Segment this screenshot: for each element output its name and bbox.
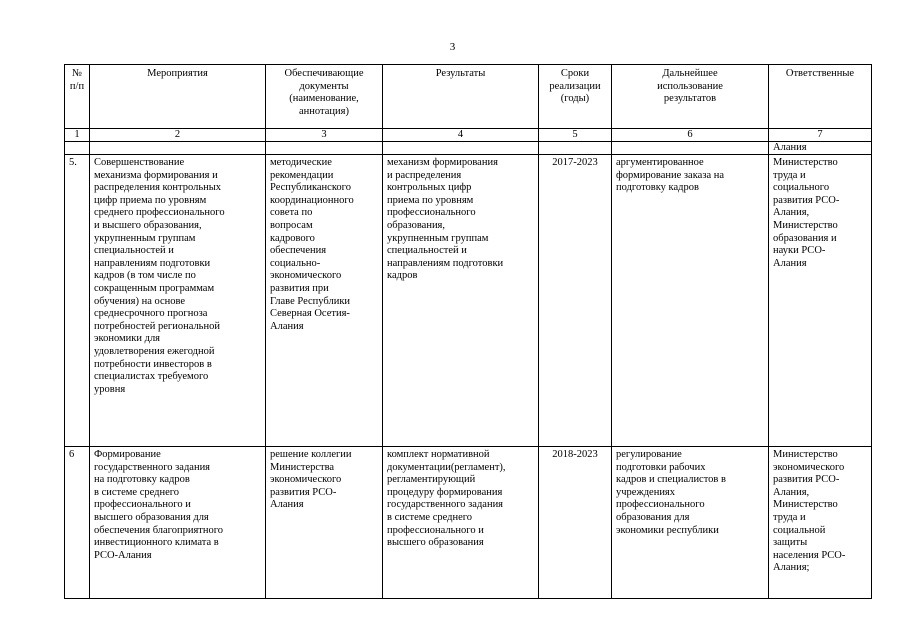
header-documents: Обеспечивающие документы (наименование, аннотация) [266,65,383,129]
column-number-row [65,129,872,142]
row-results: механизм формирования и распределения контрольных цифр приема по уровням профессионального образования, укрупненным группам специальностей и направлениям подготовки кадров [383,155,539,447]
column-number: 6 [612,129,769,142]
row-further-use: регулирование подготовки рабочих кадров и специалистов в учреждениях профессионального образования для экономики республики [612,447,769,599]
column-number: 4 [383,129,539,142]
row-further-use: аргументированное формирование заказа на подготовку кадров [612,155,769,447]
row-number: 6 [65,447,90,599]
header-terms: Сроки реализации (годы) [539,65,612,129]
row-results: комплект нормативной документации(регламент), регламентирующий процедуру формирования государственного задания в системе среднего профессионального и высшего образования [383,447,539,599]
empty-cell [65,142,90,155]
continuation-row [65,142,872,155]
continuation-text: Алания [769,142,872,155]
row-responsible: Министерство экономического развития РСО- Алания, Министерство труда и социальной защиты населения РСО- Алания; [769,447,872,599]
column-number: 2 [90,129,266,142]
column-number: 5 [539,129,612,142]
row-documents: решение коллегии Министерства экономического развития РСО- Алания [266,447,383,599]
row-measure: Совершенствование механизма формирования и распределения контрольных цифр приема по уровням среднего профессионального и высшего образования, укрупненным группам специальностей и направлениям подготовки кадров (в том числе по сокращенным программам обучения) на основе среднесрочного прогноза потребностей региональной экономики для удовлетворения ежегодной потребности инвесторов в специалистах требуемого уровня [90,155,266,447]
table-header-row [65,65,872,129]
table-row [65,447,872,599]
header-responsible: Ответственные [769,65,872,129]
row-number: 5. [65,155,90,447]
column-number: 3 [266,129,383,142]
table-row [65,155,872,447]
column-number: 7 [769,129,872,142]
header-further-use: Дальнейшее использование результатов [612,65,769,129]
header-number: № п/п [65,65,90,129]
column-number: 1 [65,129,90,142]
page-number: 3 [449,41,456,53]
empty-cell [612,142,769,155]
row-responsible: Министерство труда и социального развития РСО- Алания, Министерство образования и науки РСО- Алания [769,155,872,447]
empty-cell [383,142,539,155]
row-documents: методические рекомендации Республиканского координационного совета по вопросам кадрового обеспечения социально- экономического развития при Главе Республики Северная Осетия- Алания [266,155,383,447]
empty-cell [266,142,383,155]
measures-table [64,64,872,599]
row-terms: 2018-2023 [539,447,612,599]
row-measure: Формирование государственного задания на подготовку кадров в системе среднего профессионального и высшего образования для обеспечения благоприятного инвестиционного климата в РСО-Алания [90,447,266,599]
empty-cell [539,142,612,155]
row-terms: 2017-2023 [539,155,612,447]
header-measures: Мероприятия [90,65,266,129]
header-results: Результаты [383,65,539,129]
empty-cell [90,142,266,155]
